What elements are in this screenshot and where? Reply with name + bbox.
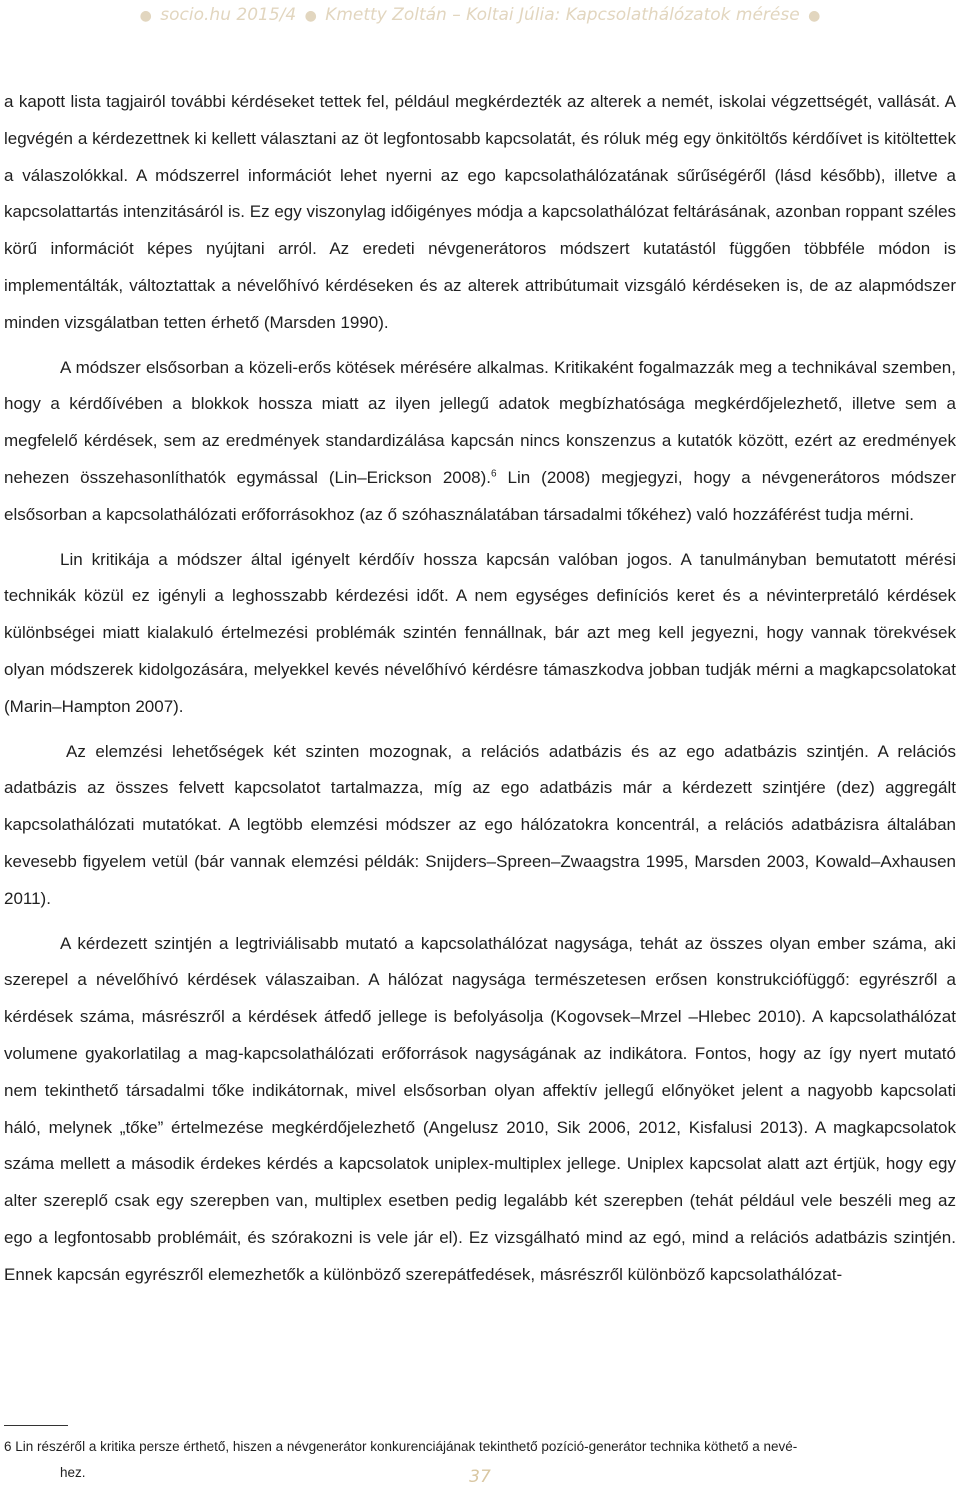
bullet-icon: ● bbox=[808, 8, 821, 24]
footnote-number: 6 bbox=[4, 1439, 12, 1454]
header-title: Kmetty Zoltán – Koltai Júlia: Kapcsolathálózatok mérése bbox=[325, 5, 800, 25]
paragraph: Az elemzési lehetőségek két szinten mozognak, a relációs adatbázis és az ego adatbázis szintjén. A relációs adatbázis az összes felvett kapcsolatot tartalmazza, míg az ego adatbázis már a kérdezett szintjére (dez) aggregált kapcsolathálózati mutatókat. A legtöbb elemzési módszer az ego hálózatokra koncentrál, a relációs adatbázisra általában kevesebb figyelem vetül (bár vannak elemzési példák: Snijders–Spreen–Zwaagstra 1995, Marsden 2003, Kowald–Axhausen 2011). bbox=[4, 741, 956, 908]
footnote-divider bbox=[4, 1425, 68, 1426]
page-number: 37 bbox=[469, 1467, 491, 1487]
footnote-text: Lin részéről a kritika persze érthető, hiszen a névgenerátor konkurenciájának tekinthető pozíció-generátor technika köthető a nevé- bbox=[15, 1439, 798, 1454]
paragraph bbox=[4, 350, 956, 534]
running-header bbox=[0, 2, 960, 29]
paragraph: Lin kritikája a módszer által igényelt kérdőív hossza kapcsán valóban jogos. A tanulmányban bemutatott mérési technikák közül ez igényli a leghosszabb kérdezési időt. A nem egységes definíciós keret és a névinterpretáló kérdések különbségei miatt kialakuló értelmezési problémák szintén fennállnak, bár azt meg kell jegyezni, hogy vannak törekvések olyan módszerek kidolgozására, melyekkel kevés névelőhívó kérdésre támaszkodva jobban tudják mérni a magkapcsolatokat (Marin–Hampton 2007). bbox=[4, 549, 956, 716]
bullet-icon: ● bbox=[304, 8, 317, 24]
paragraph-text: Lin (2008) megjegyzi, hogy a névgenerátoros módszer elsősorban a kapcsolathálózati erőforrásokhoz (az ő szóhasználatában társadalmi tőkéhez) való hozzáférést tudja mérni. bbox=[4, 467, 956, 524]
paragraph: A kérdezett szintjén a legtriviálisabb mutató a kapcsolathálózat nagysága, tehát az összes olyan ember száma, aki szerepel a névelőhívó kérdések válaszaiban. A hálózat nagysága természetesen erősen konstrukciófüggő: egyrészről a kérdések száma, másrészről a kérdések átfedő jellege is befolyásolja (Kogovsek–Mrzel –Hlebec 2010). A kapcsolathálózat volumene gyakorlatilag a mag-kapcsolathálózati erőforrások nagyságának az indikátora. Fontos, hogy az így nyert mutató nem tekinthető társadalmi tőke indikátornak, mivel elsősorban olyan affektív jellegű előnyöket jelent a nagyobb kapcsolati háló, melynek „tőke” értelmezése megkérdőjelezhető (Angelusz 2010, Sik 2006, 2012, Kisfalusi 2013). A magkapcsolatok száma mellett a második érdekes kérdés a kapcsolatok uniplex-multiplex jellege. Uniplex kapcsolat alatt azt értjük, hogy egy alter szereplő csak egy szerepben van, multiplex esetben pedig legalább két szerepben (tehát például vele beszéli meg az ego a legfontosabb problémáit, és szórakozni is vele jár el). Ez vizsgálható mind az egó, mind a relációs adatbázis szintjén. Ennek kapcsán egyrészről elemezhetők a különböző szerepátfedések, másrészről különböző kapcsolathálózat- bbox=[4, 933, 956, 1284]
header-site: socio.hu bbox=[160, 5, 231, 25]
bullet-icon: ● bbox=[139, 8, 152, 24]
paragraph-text: A módszer elsősorban a közeli-erős kötések mérésére alkalmas. Kritikaként fogalmazzák meg a technikával szemben, hogy a kérdőívében a blokkok hossza miatt az ilyen jellegű adatok megbízhatósága megkérdőjelezhető, illetve sem a megfelelő kérdések, sem az eredmények standardizálása kapcsán nincs konszenzus a kutatók között, ezért az eredmények nehezen összehasonlíthatók egymással (Lin–Erickson 2008). bbox=[4, 357, 956, 487]
footnote-reference[interactable]: 6 bbox=[491, 468, 497, 480]
paragraph: a kapott lista tagjairól további kérdéseket tettek fel, például megkérdezték az alterek a nemét, iskolai végzettségét, vallását. A legvégén a kérdezettnek ki kellett választani az öt legfontosabb kapcsolatát, és róluk még egy önkitöltős kérdőívet is kitöltettek a válaszolókkal. A módszerrel információt lehet nyerni az ego kapcsolathálózatának sűrűségéről (lásd később), illetve a kapcsolattartás intenzitásáról is. Ez egy viszonylag időigényes módja a kapcsolathálózat feltárásának, azonban roppant széles körű információt képes nyújtani arról. Az eredeti névgenerátoros módszert kutatástól függően többféle módon is implementálták, változtattak a névelőhívó kérdéseken és az alterek attribútumait vizsgáló kérdéseken is, de az alapmódszer minden vizsgálatban tetten érhető (Marsden 1990). bbox=[4, 92, 956, 332]
header-issue: 2015/4 bbox=[236, 5, 297, 25]
footnote-continuation: hez. bbox=[60, 1465, 86, 1480]
article-body bbox=[4, 84, 956, 1294]
